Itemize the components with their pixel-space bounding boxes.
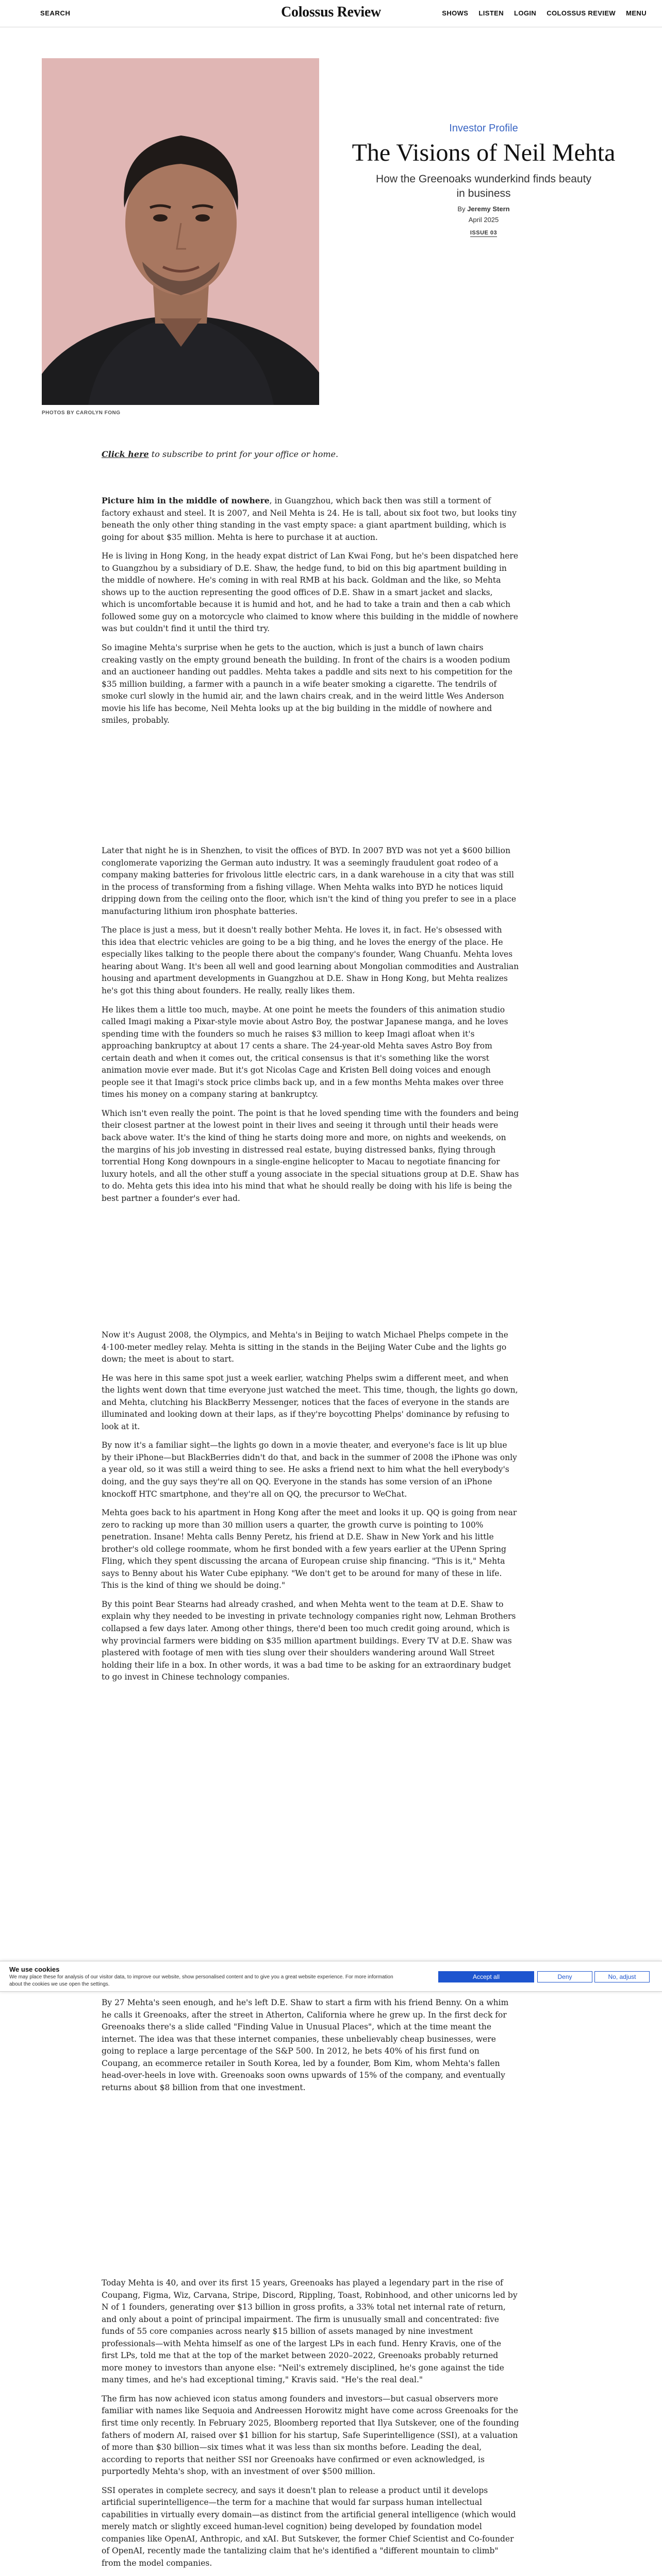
publish-date: April 2025 — [468, 216, 499, 224]
paragraph-text: , in Guangzhou, which back then was still a torment of factory exhaust and steel. It is 2007, and Neil Mehta is 24. He is tall, about six foot two, but looks tiny beneath the only other thing standing in the vast empty space: a giant apartment building, which is going for about $35 million. Mehta is here to purchase it at auction. — [102, 496, 517, 542]
article-section-5 — [102, 2277, 519, 2576]
body-paragraph — [102, 2393, 519, 2478]
nav-login[interactable]: LOGIN — [514, 9, 537, 17]
byline — [334, 205, 633, 213]
cookie-title: We use cookies — [9, 1965, 60, 1973]
article-title: The Visions of Neil Mehta — [352, 139, 616, 166]
paragraph-text: The place is just a mess, but it doesn't really bother Mehta. He loves it, in fact. He's obsessed with this idea that electric vehicles are going to be a big thing, and he loves the energy of the place. He especially likes talking to the people there about the company's founder, Wang Chuanfu. Mehta loves hearing about Wang. It's been all well and good learning about Mongolian commodities and Australian housing and apartment developments in Guangzhou at D.E. Shaw in Hong Kong, but Mehta realizes he's got this thing about founders. He really, really likes them. — [102, 925, 519, 996]
paragraph-text: The firm has now achieved icon status among founders and investors—but casual observers more familiar with names like Sequoia and Andreessen Horowitz might have come across Greenoaks for the first time only recently. In February 2025, Bloomberg reported that Ilya Sutskever, one of the founding fathers of modern AI, raised over $1 billion for his startup, Safe Superintelligence (SSI), at a valuation of more than $30 billion—six times what it was less than six months before. Leading the deal, according to reports that neither SSI nor Greenoaks have confirmed or even acknowledged, is purportedly Mehta's shop, with an investment of over $500 million. — [102, 2394, 519, 2477]
subscribe-link[interactable]: Click here — [102, 449, 149, 459]
body-paragraph — [102, 495, 519, 544]
byline-prefix: By — [457, 205, 466, 213]
body-paragraph — [102, 1372, 519, 1433]
article-section-4 — [102, 1997, 519, 2100]
nav-shows[interactable]: SHOWS — [442, 9, 469, 17]
hero-portrait-photo — [42, 58, 319, 405]
paragraph-text: He was here in this same spot just a week earlier, watching Phelps swim a different meet, and when the lights went down that time everyone just watched the meet. This time, though, the lights go down, and Mehta, clutching his BlackBerry Messenger, notices that the faces of everyone in the stands are illuminated and looking down at their laps, as if they're boycotting Phelps' dominance by refusing to look at it. — [102, 1373, 518, 1431]
body-paragraph — [102, 1507, 519, 1592]
body-paragraph — [102, 642, 519, 727]
article-section-3 — [102, 1329, 519, 1690]
author-name[interactable]: Jeremy Stern — [467, 205, 510, 213]
portrait-illustration — [42, 58, 319, 405]
paragraph-text: He likes them a little too much, maybe. At one point he meets the founders of this animation studio called Imagi making a Pixar-style movie about Astro Boy, the postwar Japanese manga, and he loves spending time with the founders so much he raises $3 million to keep Imagi afloat when it's approaching bankruptcy at about 17 cents a share. The 24-year-old Mehta saves Astro Boy from certain death and when it comes out, the critical consensus is that it's something like the worst animation movie ever made. But it's got Nicolas Cage and Kristen Bell doing voices and enough people see it that Imagi's stock price climbs back up, and in a few months Mehta makes over three times his money on a company staring at bankruptcy. — [102, 1005, 508, 1099]
paragraph-text: Today Mehta is 40, and over its first 15 years, Greenoaks has played a legendary part in the rise of Coupang, Figma, Wiz, Carvana, Stripe, Discord, Rippling, Toast, Robinhood, and other unicorns led by N of 1 founders, generating over $13 billion in gross profits, a 33% total net internal rate of return, and only about a point of principal impairment. The firm is unusually small and concentrated: five funds of 55 core companies across nearly $15 billion of assets managed by nine investment professionals—with Mehta himself as one of the largest LPs in each fund. Henry Kravis, one of the first LPs, told me that at the top of the market between 2020–2022, Greenoaks probably returned more money to investors than anyone else: "Neil's extremely disciplined, he's gone against the tide many times, and he's had exceptional timing," Kravis said. "He's the real deal." — [102, 2278, 518, 2385]
paragraph-text: Later that night he is in Shenzhen, to visit the offices of BYD. In 2007 BYD was not yet a $600 billion conglomerate vaporizing the German auto industry. It was a seemingly fraudulent goat rodeo of a company making batteries for frivolous little electric cars, in a dank warehouse in a city that was still in the process of transforming from a fishing village. When Mehta walks into BYD he notices liquid dripping down from the ceiling onto the floor, which isn't the kind of thing you prefer to see in a place manufacturing lithium iron phosphate batteries. — [102, 846, 517, 916]
paragraph-text: Mehta goes back to his apartment in Hong Kong after the meet and looks it up. QQ is going from near zero to racking up more than 30 million users a quarter, the growth curve is pointing to 100% penetration. Insane! Mehta calls Benny Peretz, his friend at D.E. Shaw in New York and his little brother's old college roommate, whom he first bonded with a few years earlier at the UPenn Spring Fling, which they spent discussing the arcana of European cruise ship financing. "This is it," Mehta says to Benny about his Water Cube epiphany. "We don't get to be around for many of these in life. This is the kind of thing we should be doing." — [102, 1508, 517, 1590]
cookie-adjust-button[interactable]: No, adjust — [594, 1971, 650, 1982]
body-paragraph — [102, 2277, 519, 2386]
body-paragraph — [102, 1108, 519, 1205]
subscribe-note — [102, 449, 519, 459]
paragraph-text: SSI operates in complete secrecy, and says it doesn't plan to release a product until it develops artificial superintelligence—the term for a machine that would far surpass human intellectual capabilities in virtually every domain—as distinct from the artificial general intelligence (which would merely match or slightly exceed human-level cognition) being developed by foundation model companies like OpenAI, Anthropic, and xAI. But Sutskever, the former Chief Scientist and Co-founder of OpenAI, recently made the tantalizing claim that he's identified a "different mountain to climb" from the model companies. — [102, 2485, 516, 2568]
paragraph-text: He is living in Hong Kong, in the heady expat district of Lan Kwai Fong, but he's been dispatched here to Guangzhou by a subsidiary of D.E. Shaw, the hedge fund, to bid on this big apartment building in the middle of nowhere. He's coming in with real RMB at his back. Goldman and the like, so Mehta shows up to the auction representing the good offices of D.E. Shaw in a smart jacket and slacks, which is uncomfortable because it is humid and hot, and he had to take a train and then a cab which followed some guy on a motorcycle who claimed to know where this building in the middle of nowhere was but couldn't find it until the third try. — [102, 551, 518, 634]
paragraph-text: So imagine Mehta's surprise when he gets to the auction, which is just a bunch of lawn chairs creaking vastly on the empty ground beneath the building. In front of the chairs is a wooden podium and an auctioneer handing out paddles. Mehta takes a paddle and sits next to his competition for the $35 million building, a farmer with a paunch in a wife beater smoking a cigarette. The tendrils of smoke curl slowly in the humid air, and the lawn chairs creak, and in the weird little Wes Anderson movie his life has become, Neil Mehta looks up at the big building in the middle of nowhere and smiles, probably. — [102, 643, 512, 725]
nav-listen[interactable]: LISTEN — [478, 9, 504, 17]
cookie-text: We may place these for analysis of our visitor data, to improve our website, show personalised content and to give you a great website experience. For more information about the cookies we use open the settings. — [9, 1974, 393, 1987]
top-nav — [0, 0, 662, 27]
search-link[interactable]: SEARCH — [40, 9, 71, 17]
body-paragraph — [102, 924, 519, 997]
site-logo[interactable]: Colossus Review — [281, 4, 381, 20]
paragraph-text: By 27 Mehta's seen enough, and he's left D.E. Shaw to start a firm with his friend Benny. On a whim he calls it Greenoaks, after the street in Atherton, California where he grew up. In the first deck for Greenoaks there's a slide called "Finding Value in Unusual Places", which at the time meant the internet. The idea was that these internet companies, these unbelievably cheap businesses, were going to replace a large percentage of the S&P 500. In 2012, he bets 40% of his first fund on Coupang, an ecommerce retailer in South Korea, led by a founder, Bom Kim, whom Mehta's fallen head-over-heels in love with. Greenoaks soon owns upwards of 15% of the company, and eventually returns about $8 billion from that one investment. — [102, 1998, 509, 2092]
cookie-banner — [0, 1961, 662, 1992]
article-dek: How the Greenoaks wunderkind finds beauty in business — [376, 173, 591, 200]
article-section-1 — [102, 495, 519, 734]
nav-links — [434, 9, 647, 17]
body-paragraph — [102, 1599, 519, 1684]
cookie-accept-button[interactable]: Accept all — [438, 1971, 534, 1982]
issue-label[interactable] — [334, 230, 633, 236]
body-paragraph — [102, 1329, 519, 1366]
body-paragraph — [102, 1439, 519, 1500]
paragraph-text: Now it's August 2008, the Olympics, and Mehta's in Beijing to watch Michael Phelps compete in the 4·100-meter medley relay. Mehta is sitting in the stands in the Beijing Water Cube and the lights go down; the meet is about to start. — [102, 1330, 508, 1364]
nav-menu[interactable]: MENU — [626, 9, 647, 17]
article-header — [334, 123, 633, 236]
article-section-2 — [102, 845, 519, 1211]
nav-colossus-review[interactable]: COLOSSUS REVIEW — [547, 9, 616, 17]
photo-credit: PHOTOS BY CAROLYN FONG — [42, 410, 121, 416]
paragraph-text: By now it's a familiar sight—the lights go down in a movie theater, and everyone's face is lit up blue by their iPhone—but BlackBerries didn't do that, and back in the summer of 2008 the iPhone was only a year old, so it was still a weird thing to see. He asks a friend next to him what the hell everybody's doing, and the guy says they're all on QQ. Everyone in the stands has some version of an iPhone knockoff HTC smartphone, and they're all on QQ, the precursor to WeChat. — [102, 1440, 517, 1499]
issue-link[interactable]: ISSUE 03 — [470, 230, 498, 236]
body-paragraph — [102, 550, 519, 635]
paragraph-text: By this point Bear Stearns had already crashed, and when Mehta went to the team at D.E. Shaw to explain why they needed to be investing in private technology companies right now, Lehman Brothers collapsed a few days later. Among other things, there'd been too much credit going around, which is why provincial farmers were bidding on $35 million apartment buildings. Every TV at D.E. Shaw was plastered with footage of men with ties slung over their shoulders wandering around Wall Street holding their life in a box. In other words, it was a bad time to be asking for an extraordinary budget to go invest in Chinese technology companies. — [102, 1599, 516, 1682]
body-paragraph — [102, 1997, 519, 2094]
article-kicker[interactable]: Investor Profile — [449, 123, 518, 134]
paragraph-lead: Picture him in the middle of nowhere — [102, 496, 270, 505]
cookie-deny-button[interactable]: Deny — [537, 1971, 592, 1982]
body-paragraph — [102, 2485, 519, 2570]
body-paragraph — [102, 1004, 519, 1101]
body-paragraph — [102, 845, 519, 918]
paragraph-text: Which isn't even really the point. The point is that he loved spending time with the founders and being their closest partner at the lowest point in their lives and seeing it through until their heads were back above water. It's the kind of thing he starts doing more and more, on nights and weekends, on the margins of his job investing in distressed real estate, buying distressed banks, flying through torrential Hong Kong downpours in a single-engine helicopter to Macau to negotiate financing for luxury hotels, and all the other stuff a young associate in the special situations group at D.E. Shaw has to do. Mehta gets this idea into his mind that what he should really be doing with his life is being the best partner a founder's ever had. — [102, 1108, 519, 1203]
subscribe-text: to subscribe to print for your office or home. — [148, 449, 339, 459]
